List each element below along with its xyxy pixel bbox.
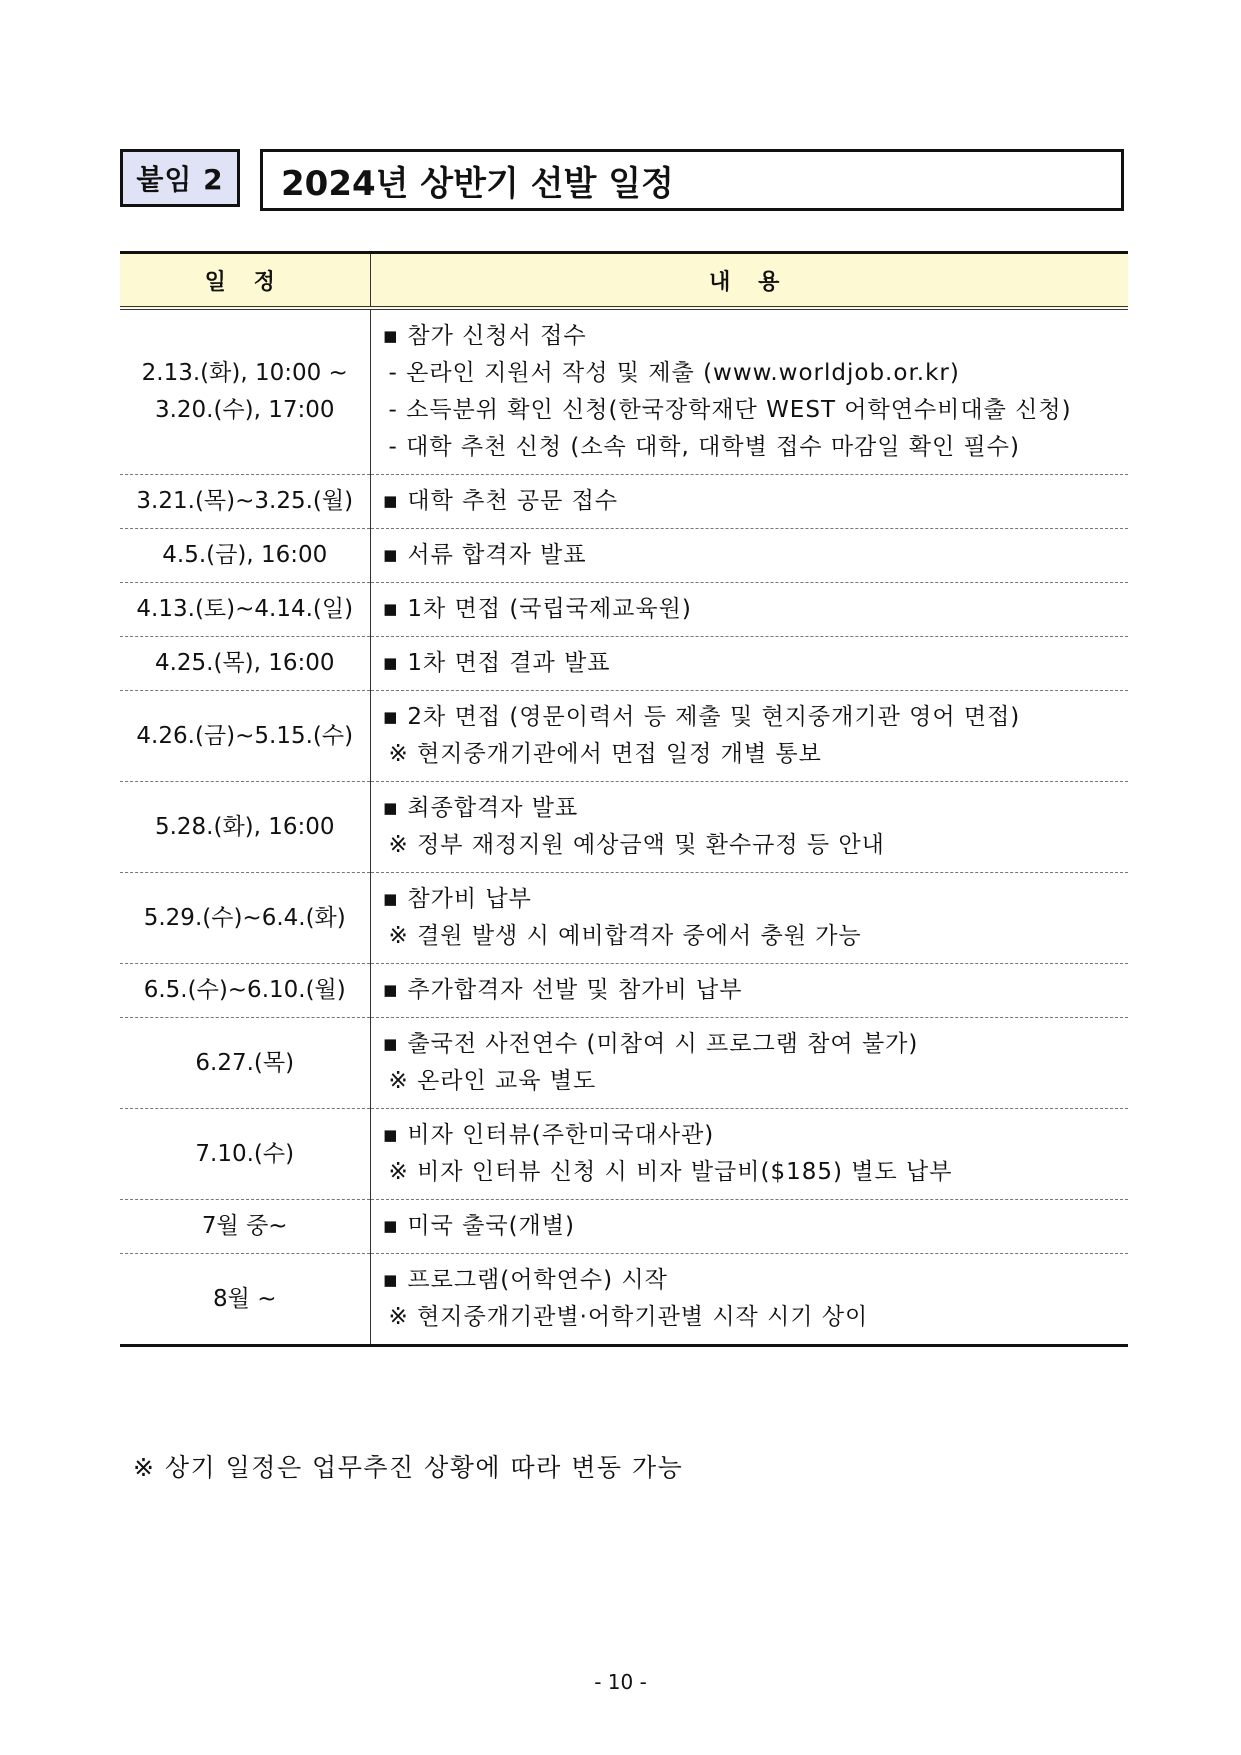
- schedule-date-cell: [120, 964, 370, 1018]
- schedule-footnote: ※ 상기 일정은 업무추진 상황에 따라 변동 가능: [133, 1453, 684, 1482]
- schedule-sub-item: - 온라인 지원서 작성 및 제출 (www.worldjob.or.kr): [388, 360, 960, 386]
- schedule-date-cell: [120, 1200, 370, 1254]
- schedule-sub-item: - 대학 추천 신청 (소속 대학, 대학별 접수 마감일 확인 필수): [388, 434, 1020, 460]
- schedule-item: ▪ 최종합격자 발표: [383, 790, 1119, 827]
- schedule-date-cell: [120, 691, 370, 782]
- schedule-date-cell: [120, 1254, 370, 1346]
- schedule-date-cell: [120, 1109, 370, 1200]
- schedule-content-cell: [370, 583, 1128, 637]
- schedule-content-cell: [370, 308, 1128, 475]
- table-row: [120, 1109, 1128, 1200]
- schedule-date: 8월 ~: [213, 1285, 277, 1312]
- schedule-table: [120, 251, 1128, 1347]
- attachment-label: 붙임 2: [120, 149, 240, 207]
- schedule-content-cell: [370, 1018, 1128, 1109]
- page-title: 2024년 상반기 선발 일정: [260, 149, 1124, 211]
- schedule-date: 3.21.(목)~3.25.(월): [136, 488, 354, 514]
- table-row: [120, 964, 1128, 1018]
- schedule-content-cell: [370, 1109, 1128, 1200]
- schedule-date: 2.13.(화), 10:00 ~: [141, 360, 348, 386]
- schedule-item: ▪ 비자 인터뷰(주한미국대사관): [383, 1117, 1119, 1154]
- schedule-content-cell: [370, 782, 1128, 873]
- schedule-item: ▪ 참가비 납부: [383, 881, 1119, 918]
- schedule-sub-item: ※ 현지중개기관별·어학기관별 시작 시기 상이: [388, 1304, 869, 1330]
- schedule-date-cell: [120, 637, 370, 691]
- schedule-content-cell: [370, 475, 1128, 529]
- schedule-date: 6.5.(수)~6.10.(월): [143, 977, 346, 1003]
- schedule-date-cell: [120, 475, 370, 529]
- schedule-sub-item: - 소득분위 확인 신청(한국장학재단 WEST 어학연수비대출 신청): [388, 397, 1072, 423]
- schedule-item: ▪ 참가 신청서 접수: [383, 318, 1119, 355]
- table-row: [120, 691, 1128, 782]
- table-row: [120, 637, 1128, 691]
- table-row: [120, 583, 1128, 637]
- schedule-item: ▪ 대학 추천 공문 접수: [383, 483, 1119, 520]
- schedule-sub-item: ※ 비자 인터뷰 신청 시 비자 발급비($185) 별도 납부: [388, 1159, 953, 1185]
- schedule-date-cell: [120, 873, 370, 964]
- table-row: [120, 1018, 1128, 1109]
- table-row: [120, 475, 1128, 529]
- schedule-date: 7.10.(수): [195, 1140, 295, 1167]
- schedule-date: 5.28.(화), 16:00: [154, 813, 335, 840]
- schedule-content-cell: [370, 873, 1128, 964]
- schedule-date: 6.27.(목): [195, 1049, 295, 1076]
- table-row: [120, 873, 1128, 964]
- schedule-date: 4.26.(금)~5.15.(수): [136, 722, 354, 749]
- schedule-date-cell: [120, 308, 370, 475]
- schedule-date-cell: [120, 782, 370, 873]
- schedule-content-cell: [370, 1200, 1128, 1254]
- schedule-item: ▪ 2차 면접 (영문이력서 등 제출 및 현지중개기관 영어 면접): [383, 699, 1119, 736]
- schedule-content-cell: [370, 529, 1128, 583]
- schedule-item: ▪ 출국전 사전연수 (미참여 시 프로그램 참여 불가): [383, 1026, 1119, 1063]
- schedule-date: 4.5.(금), 16:00: [162, 542, 328, 568]
- schedule-date-cell: [120, 529, 370, 583]
- schedule-item: ▪ 1차 면접 (국립국제교육원): [383, 591, 1119, 628]
- schedule-sub-item: ※ 현지중개기관에서 면접 일정 개별 통보: [388, 741, 822, 767]
- schedule-content-cell: [370, 637, 1128, 691]
- schedule-content-cell: [370, 964, 1128, 1018]
- schedule-content-cell: [370, 1254, 1128, 1346]
- schedule-item: ▪ 프로그램(어학연수) 시작: [383, 1262, 1119, 1299]
- schedule-date: 7월 중~: [201, 1213, 288, 1239]
- schedule-date: 3.20.(수), 17:00: [154, 397, 335, 423]
- schedule-item: ▪ 서류 합격자 발표: [383, 537, 1119, 574]
- schedule-sub-item: ※ 온라인 교육 별도: [388, 1068, 597, 1094]
- table-row: [120, 1200, 1128, 1254]
- schedule-date: 4.25.(목), 16:00: [154, 650, 335, 676]
- schedule-date: 4.13.(토)~4.14.(일): [136, 596, 354, 622]
- schedule-content-cell: [370, 691, 1128, 782]
- table-row: [120, 529, 1128, 583]
- schedule-date-cell: [120, 1018, 370, 1109]
- schedule-item: ▪ 1차 면접 결과 발표: [383, 645, 1119, 682]
- table-row: [120, 1254, 1128, 1346]
- schedule-item: ▪ 추가합격자 선발 및 참가비 납부: [383, 972, 1119, 1009]
- table-row: [120, 782, 1128, 873]
- table-header-row: [120, 253, 1128, 309]
- schedule-sub-item: ※ 결원 발생 시 예비합격자 중에서 충원 가능: [388, 923, 862, 949]
- schedule-date-cell: [120, 583, 370, 637]
- schedule-date: 5.29.(수)~6.4.(화): [143, 904, 346, 931]
- column-header-schedule: 일 정: [120, 253, 370, 309]
- page-number: - 10 -: [594, 1670, 647, 1694]
- table-row: [120, 308, 1128, 475]
- section-header: [120, 149, 1124, 211]
- column-header-content: 내 용: [370, 253, 1128, 309]
- schedule-sub-item: ※ 정부 재정지원 예상금액 및 환수규정 등 안내: [388, 832, 885, 858]
- schedule-item: ▪ 미국 출국(개별): [383, 1208, 1119, 1245]
